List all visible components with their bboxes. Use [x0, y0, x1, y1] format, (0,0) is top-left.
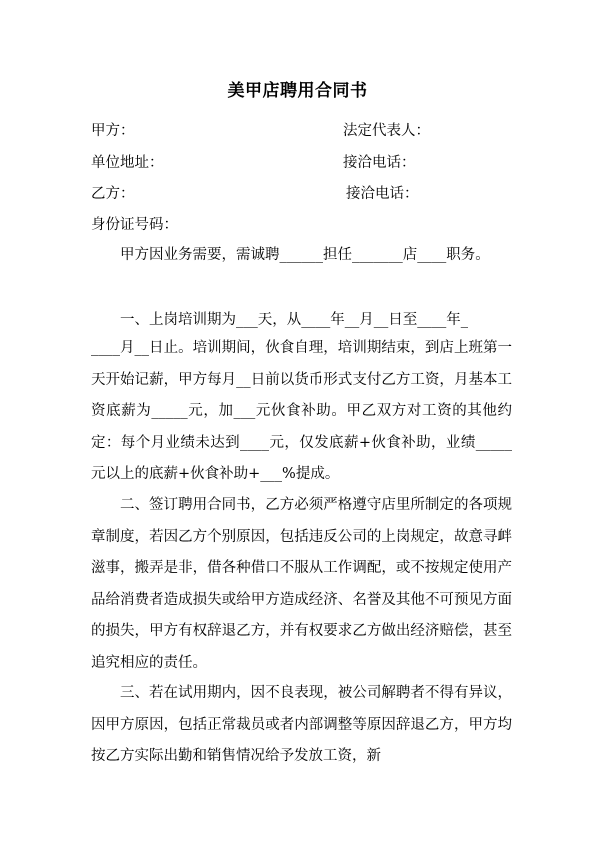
party-a-label: 甲方： — [91, 123, 135, 139]
legal-representative-label: 法定代表人： — [343, 123, 430, 139]
clause-3-paragraph: 三、若在试用期内，因不良表现，被公司解聘者不得有异议，因甲方原因，包括正常裁员或者内部调整等原因辞退乙方，甲方均按乙方实际出勤和销售情况给予发放工资，新 — [91, 685, 512, 764]
clause-1-first-line: 一、上岗培训期为___天，从____年__月__日至____年_ — [120, 312, 468, 328]
clause-2-paragraph: 二、签订聘用合同书，乙方必须严格遵守店里所制定的各项规章制度，若因乙方个别原因，包括违反公司的上岗规定，故意寻衅滋事，搬弄是非，借各种借口不服从工作调配，或不按规定使用产品给消费者造成损失或给甲方造成经济、名誉及其他不可预见方面的损失，甲方有权辞退乙方，并有权要求乙方做出经济赔偿，甚至追究相应的责任。 — [91, 497, 512, 671]
contact-phone-b-label: 接洽电话： — [346, 186, 419, 202]
clause-1-paragraph: ____月__日止。培训期间，伙食自理，培训期结束，到店上班第一天开始记薪，甲方每月__日前以货币形式支付乙方工资，月基本工资底薪为_____元，加___元伙食补助。甲乙双方对工资的其他约定：每个月业绩未达到____元，仅发底薪+伙食补助，业绩_____元以上的底薪+伙食补助+___%提成。 — [91, 340, 512, 482]
id-number-label: 身份证号码： — [91, 217, 178, 233]
intro-paragraph: 甲方因业务需要，需诚聘______担任_______店____职务。 — [120, 247, 490, 263]
party-b-label: 乙方： — [91, 186, 135, 202]
company-address-label: 单位地址： — [91, 155, 164, 171]
document-title: 美甲店聘用合同书 — [227, 81, 368, 101]
contact-phone-a-label: 接洽电话： — [343, 155, 416, 171]
